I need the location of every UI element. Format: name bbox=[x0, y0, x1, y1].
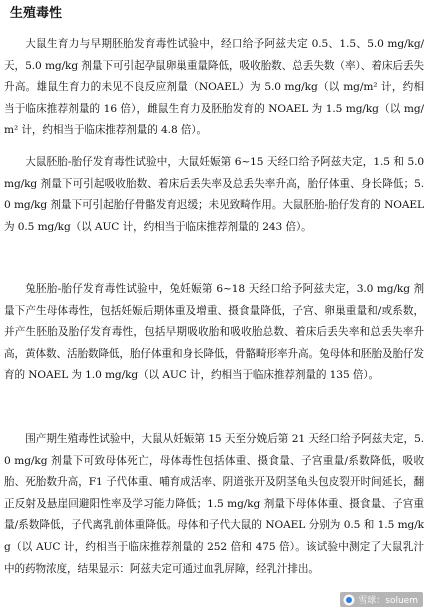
snowball-logo-icon bbox=[343, 594, 355, 606]
section-heading: 生殖毒性 bbox=[10, 6, 63, 21]
watermark-text: 雪球：soluem bbox=[358, 596, 418, 606]
paragraph-rabbit-embryo: 兔胚胎-胎仔发育毒性试验中，兔妊娠第 6~18 天经口给予阿兹夫定，3.0 mg/kg 剂量下产生母体毒性，包括妊娠后期体重及增重、摄食量降低，子宫、卵巢重量和/或系数，并产生胚胎及胎仔发育毒性，包括早期吸收胎和吸收胎总数、着床后丢失率和总丢失率升高，黄体数、活胎数降低，胎仔体重和身长降低，骨骼畸形率升高。兔母体和胚胎及胎仔发育的 NOAEL 为 1.0 mg/kg（以 AUC 计，约相当于临床推荐剂量的 135 倍）。 bbox=[4, 283, 424, 382]
paragraph-rat-embryo: 大鼠胚胎-胎仔发育毒性试验中，大鼠妊娠第 6~15 天经口给予阿兹夫定，1.5 和 5.0 mg/kg 剂量下可引起吸收胎数、着床后丢失率及总丢失率升高，胎仔体重、身长降低；5.0 mg/kg 剂量下可引起胎仔骨骼发育迟缓；未见致畸作用。大鼠胚胎-胎仔发育的 NOAEL 为 0.5 mg/kg（以 AUC 计，约相当于临床推荐剂量的 243 倍）。 bbox=[4, 156, 424, 233]
watermark bbox=[340, 592, 423, 607]
paragraph-fertility: 大鼠生育力与早期胚胎发育毒性试验中，经口给予阿兹夫定 0.5、1.5、5.0 mg/kg/天，5.0 mg/kg 剂量下可引起孕鼠卵巢重量降低，吸收胎数、总丢失数（率）、着床后丢失升高。雄鼠生育力的未见不良反应剂量（NOAEL）为 5.0 mg/kg（以 mg/m² 计，约相当于临床推荐剂量的 16 倍），雌鼠生育力及胚胎发育的 NOAEL 为 1.5 mg/kg（以 mg/m² 计，约相当于临床推荐剂量的 4.8 倍）。 bbox=[4, 38, 424, 137]
paragraph-perinatal: 围产期生殖毒性试验中，大鼠从妊娠第 15 天至分娩后第 21 天经口给予阿兹夫定，5.0 mg/kg 剂量下可致母体死亡，母体毒性包括体重、摄食量、子宫重量/系数降低，吸收胎、死胎数升高，F1 子代体重、哺育成活率、阴道张开及阴茎龟头包皮裂开时间延长，翻正反射及悬崖回避阳性率及学习能力降低；1.5 mg/kg 剂量下母体体重、摄食量、子宫重量/系数降低，子代离乳前体重降低。母体和子代大鼠的 NOAEL 分别为 0.5 和 1.5 mg/kg（以 AUC 计，约相当于临床推荐剂量的 252 倍和 475 倍）。该试验中测定了大鼠乳汁中的药物浓度，结果显示：阿兹夫定可通过血乳屏障，经乳汁排出。 bbox=[4, 433, 424, 575]
